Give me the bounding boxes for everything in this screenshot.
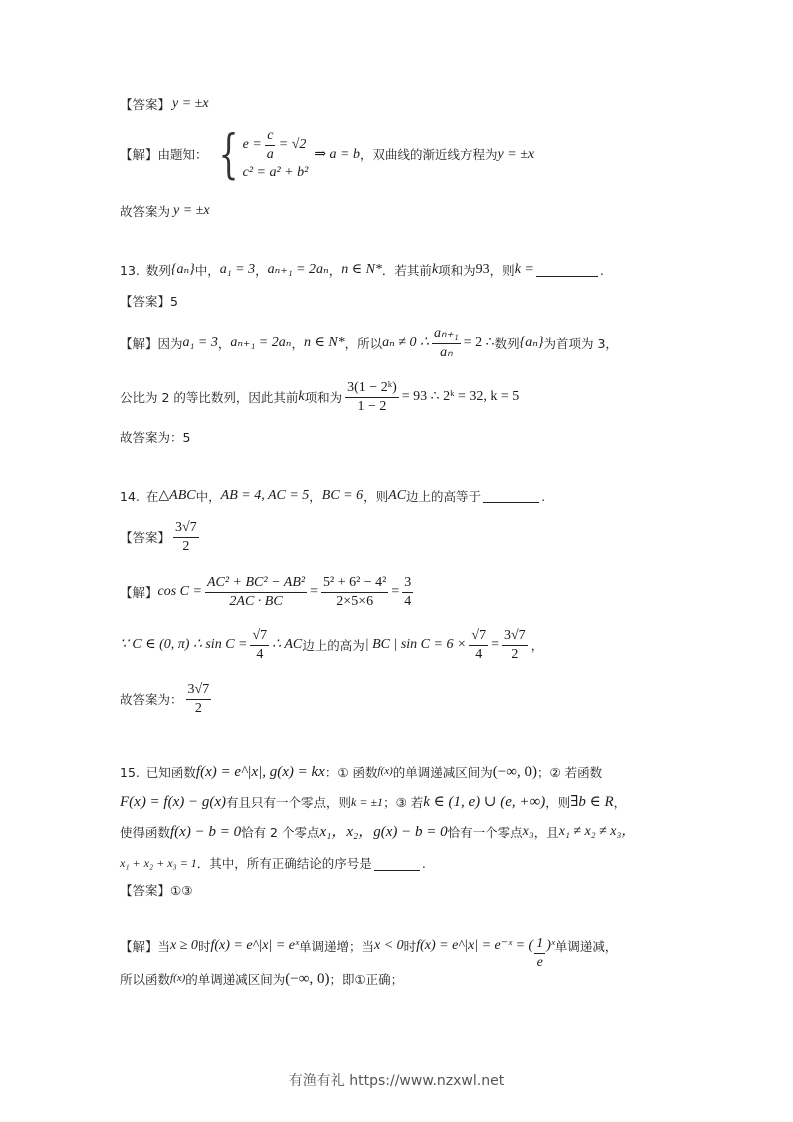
q15-solution-line-2: 所以函数 f(x) 的单调递减区间为 (−∞, 0) ；即①正确； bbox=[120, 971, 404, 987]
solution-label: 【解】 bbox=[120, 585, 158, 601]
fraction: $\frac{\text{AC² + BC² − AB²}}{2AC \cdot BC}$ bbox=[206, 575, 306, 610]
q14-question-line: 14. 在 △ABC 中， AB = 4, AC = 5 ， BC = 6 ，则 AC 边上的高等于 . bbox=[120, 488, 546, 504]
q15-question-line-2: F(x) = f(x) − g(x) 有且只有一个零点，则 k = ±1 ；③ 若 k ∈ (1, e) ∪ (e, +∞) ，则 ∃b ∈ R ， bbox=[120, 794, 627, 810]
q12-system-row-1: e = $\frac{c}{a}$ = √2 bbox=[242, 128, 307, 163]
fraction: $\frac{√7}{4}$ bbox=[252, 628, 268, 663]
fraction: $\frac{3√7}{2}$ bbox=[187, 682, 210, 717]
q12-system-row-2: c² = a² + b² bbox=[242, 165, 309, 181]
answer-blank bbox=[374, 857, 420, 871]
fraction: $\frac{\text{5² + 6² − 4²}}{2\times 5\times 6}$ bbox=[323, 575, 387, 610]
fraction: $\frac{3√7}{2}$ bbox=[504, 628, 526, 663]
fraction: $\frac{1}{e}$ bbox=[536, 936, 544, 971]
q14-sin-line: ∵ C ∈ (0, π) ∴ sin C = $\frac{√7}{4}$ ∴ AC 边上的高为 | BC | sin C = 6 × $\frac{√7}{4}$ = $\frac{3√7}{2}$ ， bbox=[120, 628, 544, 663]
q12-solution-text: ，双曲线的渐近线方程为 bbox=[360, 147, 498, 163]
solution-label: 【解】 bbox=[120, 147, 158, 163]
q14-conclusion-line: 故答案为： $\frac{3√7}{2}$ bbox=[120, 682, 210, 717]
q12-solution-line bbox=[120, 124, 535, 185]
q15-solution-line-1: 【解】 当 x ≥ 0 时 f(x) = e^|x| = eˣ 单调递增；当 x < 0 时 f(x) = e^|x| = e⁻ˣ = ( $\frac{1}{e}$ )ˣ 单调递减， bbox=[120, 936, 618, 971]
q13-solution-line-2: 公比为 2 的等比数列，因此其前 k 项和为 $\frac{\text{3(1 − 2ᵏ)}}{1 - 2}$ = 93 ∴ 2ᵏ = 32, k = 5 bbox=[120, 380, 520, 415]
q15-answer-line bbox=[120, 883, 192, 898]
q15-question-line-1: 15. 已知函数 f(x) = e^|x|, g(x) = kx ：① 函数 f(x) 的单调递减区间为 (−∞, 0) ；② 若函数 bbox=[120, 764, 603, 780]
answer-blank bbox=[483, 489, 539, 503]
q13-solution-line-1: 【解】 因为 a₁ = 3 ， aₙ₊₁ = 2aₙ ， n ∈ N* ，所以 aₙ ≠ 0 ∴ $\frac{\text{aₙ₊₁}}{\text{aₙ}}$ = 2 ∴ 数列 {aₙ} 为首项为 3， bbox=[120, 326, 618, 361]
q15-question-line-3: 使得函数 f(x) − b = 0 恰有 2 个零点 x₁，x₂，g(x) − b = 0 恰有一个零点 x₃ ，且 x₁ ≠ x₂ ≠ x₃， bbox=[120, 823, 636, 840]
q15-answer: ①③ bbox=[170, 883, 193, 898]
q14-answer-line bbox=[120, 520, 202, 555]
solution-label: 【解】 bbox=[120, 939, 158, 955]
answer-label: 【答案】 bbox=[120, 96, 171, 112]
left-brace-icon: { bbox=[218, 124, 239, 185]
q15-question-line-4: x₁ + x₂ + x₃ = 1 ．其中，所有正确结论的序号是 . bbox=[120, 856, 426, 871]
q13-answer-line bbox=[120, 294, 178, 309]
q13-conclusion-line: 故答案为：5 bbox=[120, 430, 191, 445]
solution-label: 【解】 bbox=[120, 336, 158, 352]
q13-answer: 5 bbox=[170, 294, 178, 309]
fraction: $\frac{3}{4}$ bbox=[404, 575, 412, 610]
q12-equation-system bbox=[212, 124, 309, 185]
q12-solution-prefix: 由题知： bbox=[157, 147, 208, 163]
footer-watermark: 有渔有礼 https://www.nzxwl.net bbox=[288, 1073, 505, 1089]
fraction: $\frac{c}{a}$ bbox=[266, 128, 274, 163]
q14-triangle: △ABC bbox=[158, 488, 196, 503]
q14-cos-line: 【解】 cos C = $\frac{\text{AC² + BC² − AB²}}{2AC \cdot BC}$ = $\frac{\text{5² + 6² − 4²}}{2\times 5\times 6}$ = $\frac{3}{4}$ bbox=[120, 575, 412, 610]
q13-number: 13. bbox=[120, 262, 140, 278]
q12-answer-line bbox=[120, 96, 209, 113]
answer-label: 【答案】 bbox=[120, 883, 171, 898]
q12-solution-result: y = ±x bbox=[497, 146, 535, 162]
fraction: $\frac{√7}{4}$ bbox=[471, 628, 487, 663]
fraction: $\frac{\text{aₙ₊₁}}{\text{aₙ}}$ bbox=[433, 326, 459, 361]
q12-conclusion-line bbox=[120, 203, 210, 220]
q15-number: 15. bbox=[120, 764, 140, 780]
q12-answer-math: y = ±x bbox=[172, 96, 209, 111]
fraction: $\frac{\text{3(1 − 2ᵏ)}}{1 - 2}$ bbox=[347, 380, 397, 415]
answer-label: 【答案】 bbox=[120, 530, 171, 546]
answer-label: 【答案】 bbox=[120, 294, 171, 309]
q12-conclusion-math: y = ±x bbox=[173, 203, 210, 218]
q12-conclusion-text: 故答案为 bbox=[120, 203, 171, 219]
q13-sequence: {aₙ} bbox=[170, 262, 195, 277]
q12-implication: ⇒ a = b bbox=[314, 146, 361, 162]
q14-number: 14. bbox=[120, 488, 140, 504]
fraction: $\frac{3√7}{2}$ bbox=[175, 520, 197, 555]
answer-blank bbox=[536, 263, 598, 277]
q13-question-line: 13. 数列 {aₙ} 中， a₁ = 3 ， aₙ₊₁ = 2aₙ ， n ∈ N* ．若其前 k 项和为 93 ，则 k = . bbox=[120, 262, 604, 278]
